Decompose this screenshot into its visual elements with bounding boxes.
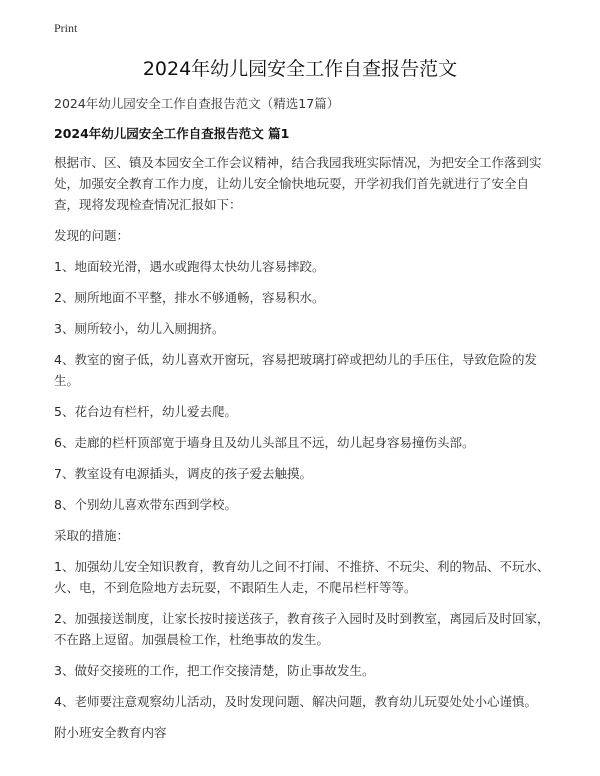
appendix-heading: 附小班安全教育内容 (54, 725, 167, 740)
document-title: 2024年幼儿园安全工作自查报告范文 (142, 58, 458, 80)
problem-item: 1、地面较光滑，遇水或跑得太快幼儿容易摔跤。 (54, 259, 325, 274)
problems-heading: 发现的问题： (54, 228, 130, 243)
measure-item: 1、加强幼儿安全知识教育，教育幼儿之间不打闹、不推挤、不玩尖、利的物品、不玩水、火、电，不到危险地方去玩耍，不跟陌生人走，不爬吊栏杆等等。 (54, 559, 550, 595)
problem-item: 6、走廊的栏杆顶部宽于墙身且及幼儿头部且不远，幼儿起身容易撞伤头部。 (54, 435, 475, 450)
document-subtitle: 2024年幼儿园安全工作自查报告范文（精选17篇） (54, 96, 340, 111)
problem-item: 5、花台边有栏杆，幼儿爱去爬。 (54, 404, 237, 419)
measure-item: 4、老师要注意观察幼儿活动，及时发现问题、解决问题，教育幼儿玩耍处处小心谨慎。 (54, 694, 537, 709)
intro-paragraph: 根据市、区、镇及本园安全工作会议精神，结合我园我班实际情况，为把安全工作落到实处，加强安全教育工作力度，让幼儿安全愉快地玩耍，开学初我们首先就进行了安全自查，现将发现检查情况汇报如下： (54, 155, 542, 212)
problem-item: 2、厕所地面不平整，排水不够通畅，容易积水。 (54, 290, 325, 305)
section-heading: 2024年幼儿园安全工作自查报告范文 篇1 (54, 126, 290, 141)
measures-heading: 采取的措施： (54, 528, 130, 543)
measure-item: 2、加强接送制度，让家长按时接送孩子，教育孩子入园时及时到教室，离园后及时回家，不在路上逗留。加强晨检工作，杜绝事故的发生。 (54, 611, 550, 647)
problem-item: 4、教室的窗子低，幼儿喜欢开窗玩，容易把玻璃打碎或把幼儿的手压住，导致危险的发生。 (54, 352, 537, 388)
problem-item: 8、个别幼儿喜欢带东西到学校。 (54, 497, 237, 512)
measure-item: 3、做好交接班的工作，把工作交接清楚，防止事故发生。 (54, 663, 375, 678)
print-link[interactable]: Print (54, 21, 78, 35)
problem-item: 7、教室设有电源插头，调皮的孩子爱去触摸。 (54, 466, 312, 481)
document-body (54, 152, 552, 752)
problem-item: 3、厕所较小，幼儿入厕拥挤。 (54, 321, 225, 336)
